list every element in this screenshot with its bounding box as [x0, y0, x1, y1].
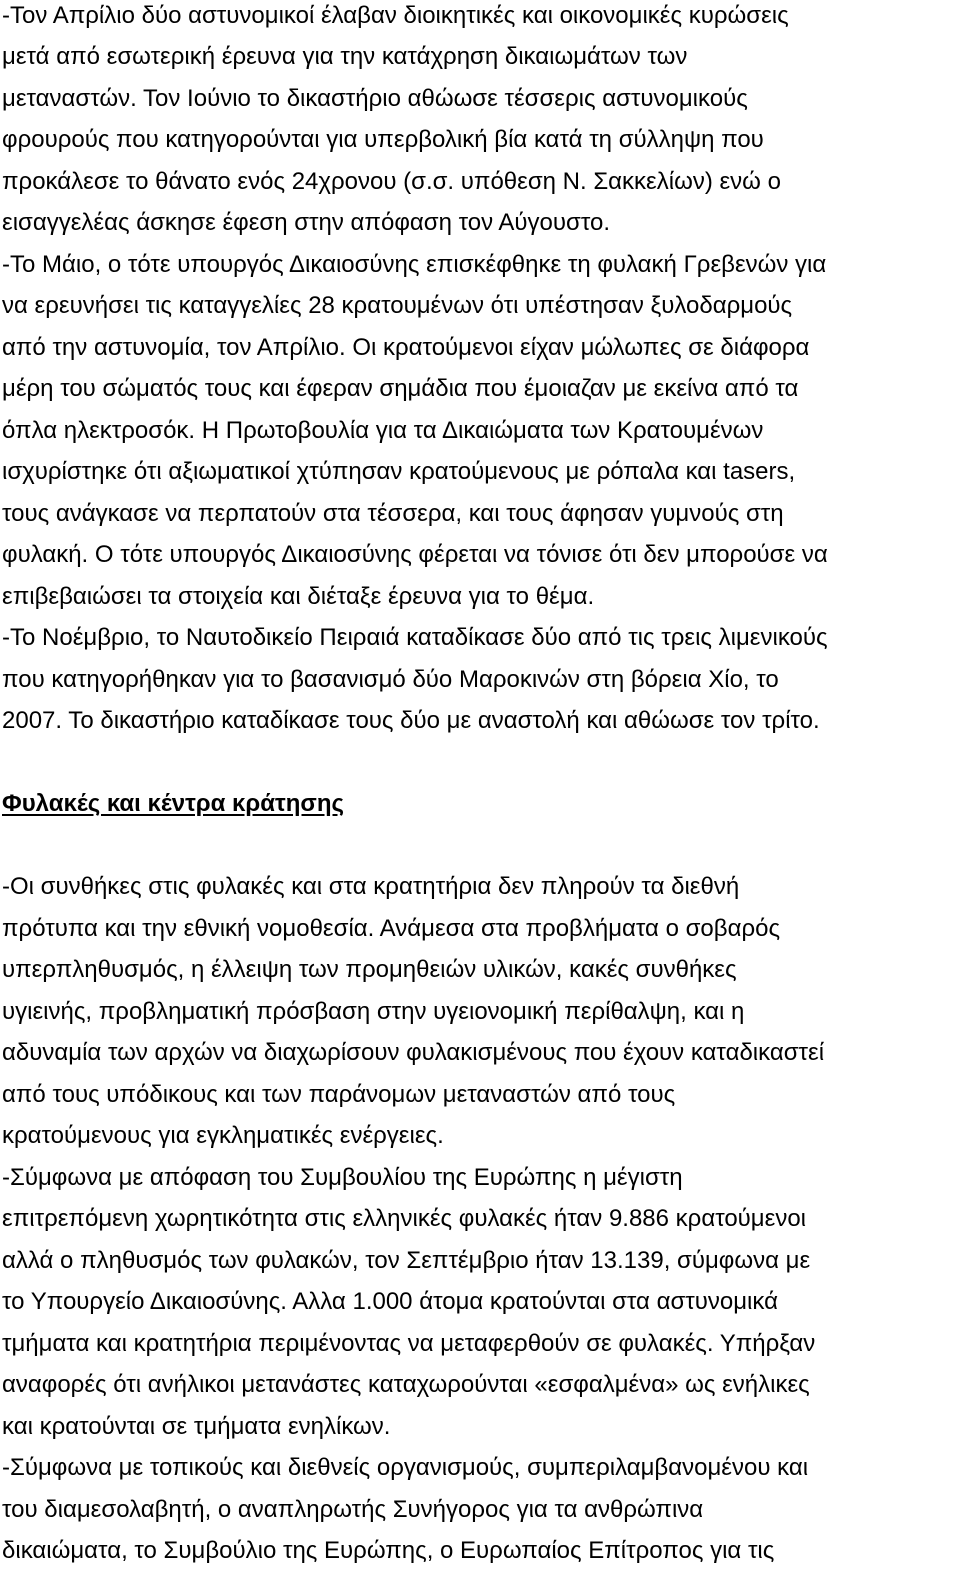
- paragraph-line: το Υπουργείο Δικαιοσύνης. Αλλα 1.000 άτομα κρατούνται στα αστυνομικά: [2, 1288, 778, 1315]
- paragraph-line: όπλα ηλεκτροσόκ. Η Πρωτοβουλία για τα Δικαιώματα των Κρατουμένων: [2, 417, 764, 444]
- paragraph-line: τμήματα και κρατητήρια περιμένοντας να μεταφερθούν σε φυλακές. Υπήρξαν: [2, 1330, 816, 1357]
- paragraph-line: επιτρεπόμενη χωρητικότητα στις ελληνικές φυλακές ήταν 9.886 κρατούμενοι: [2, 1205, 807, 1232]
- paragraph-line: που κατηγορήθηκαν για το βασανισμό δύο Μαροκινών στη βόρεια Χίο, το: [2, 666, 779, 693]
- paragraph-line: -Τον Απρίλιο δύο αστυνομικοί έλαβαν διοικητικές και οικονομικές κυρώσεις: [2, 2, 789, 29]
- paragraph-line: μετά από εσωτερική έρευνα για την κατάχρηση δικαιωμάτων των: [2, 43, 688, 70]
- paragraph-line: υπερπληθυσμός, η έλλειψη των προμηθειών υλικών, κακές συνθήκες: [2, 956, 737, 983]
- paragraph-line: μέρη του σώματός τους και έφεραν σημάδια που έμοιαζαν με εκείνα από τα: [2, 375, 799, 402]
- paragraph-line: φρουρούς που κατηγορούνται για υπερβολική βία κατά τη σύλληψη που: [2, 126, 764, 153]
- paragraph-line: να ερευνήσει τις καταγγελίες 28 κρατουμένων ότι υπέστησαν ξυλοδαρμούς: [2, 292, 793, 319]
- paragraph-line: και κρατούνται σε τμήματα ενηλίκων.: [2, 1413, 391, 1440]
- paragraph-line: δικαιώματα, το Συμβούλιο της Ευρώπης, ο Ευρωπαίος Επίτροπος για τις: [2, 1537, 775, 1564]
- paragraph-line: τους ανάγκασε να περπατούν στα τέσσερα, και τους άφησαν γυμνούς στη: [2, 500, 784, 527]
- paragraph-line: επιβεβαιώσει τα στοιχεία και διέταξε έρευνα για το θέμα.: [2, 583, 595, 610]
- paragraph-line: υγιεινής, προβληματική πρόσβαση στην υγειονομική περίθαλψη, και η: [2, 998, 745, 1025]
- paragraph-line: αλλά ο πληθυσμός των φυλακών, τον Σεπτέμβριο ήταν 13.139, σύμφωνα με: [2, 1247, 811, 1274]
- paragraph-line: κρατούμενους για εγκληματικές ενέργειες.: [2, 1122, 444, 1149]
- paragraph-line: μεταναστών. Τον Ιούνιο το δικαστήριο αθώωσε τέσσερις αστυνομικούς: [2, 85, 748, 112]
- paragraph-line: -Το Μάιο, ο τότε υπουργός Δικαιοσύνης επισκέφθηκε τη φυλακή Γρεβενών για: [2, 251, 827, 278]
- paragraph-line: εισαγγελέας άσκησε έφεση στην απόφαση τον Αύγουστο.: [2, 209, 610, 236]
- section-heading: Φυλακές και κέντρα κράτησης: [2, 790, 344, 817]
- paragraph-line: -Σύμφωνα με απόφαση του Συμβουλίου της Ευρώπης η μέγιστη: [2, 1164, 683, 1191]
- paragraph-line: προκάλεσε το θάνατο ενός 24χρονου (σ.σ. υπόθεση Ν. Σακκελίων) ενώ ο: [2, 168, 781, 195]
- paragraph-line: ισχυρίστηκε ότι αξιωματικοί χτύπησαν κρατούμενους με ρόπαλα και tasers,: [2, 458, 796, 485]
- paragraph-line: του διαμεσολαβητή, ο αναπληρωτής Συνήγορος για τα ανθρώπινα: [2, 1496, 704, 1523]
- paragraph-line: φυλακή. Ο τότε υπουργός Δικαιοσύνης φέρεται να τόνισε ότι δεν μπορούσε να: [2, 541, 828, 568]
- paragraph-line: αναφορές ότι ανήλικοι μετανάστες καταχωρούνται «εσφαλμένα» ως ενήλικες: [2, 1371, 810, 1398]
- paragraph-line: -Το Νοέμβριο, το Ναυτοδικείο Πειραιά καταδίκασε δύο από τις τρεις λιμενικούς: [2, 624, 828, 651]
- paragraph-line: πρότυπα και την εθνική νομοθεσία. Ανάμεσα στα προβλήματα ο σοβαρός: [2, 915, 781, 942]
- paragraph-line: 2007. Το δικαστήριο καταδίκασε τους δύο με αναστολή και αθώωσε τον τρίτο.: [2, 707, 820, 734]
- paragraph-line: -Σύμφωνα με τοπικούς και διεθνείς οργανισμούς, συμπεριλαμβανομένου και: [2, 1454, 809, 1481]
- paragraph-line: -Οι συνθήκες στις φυλακές και στα κρατητήρια δεν πληρούν τα διεθνή: [2, 873, 740, 900]
- paragraph-line: από τους υπόδικους και των παράνομων μεταναστών από τους: [2, 1081, 676, 1108]
- paragraph-line: αδυναμία των αρχών να διαχωρίσουν φυλακισμένους που έχουν καταδικαστεί: [2, 1039, 825, 1066]
- paragraph-line: από την αστυνομία, τον Απρίλιο. Οι κρατούμενοι είχαν μώλωπες σε διάφορα: [2, 334, 810, 361]
